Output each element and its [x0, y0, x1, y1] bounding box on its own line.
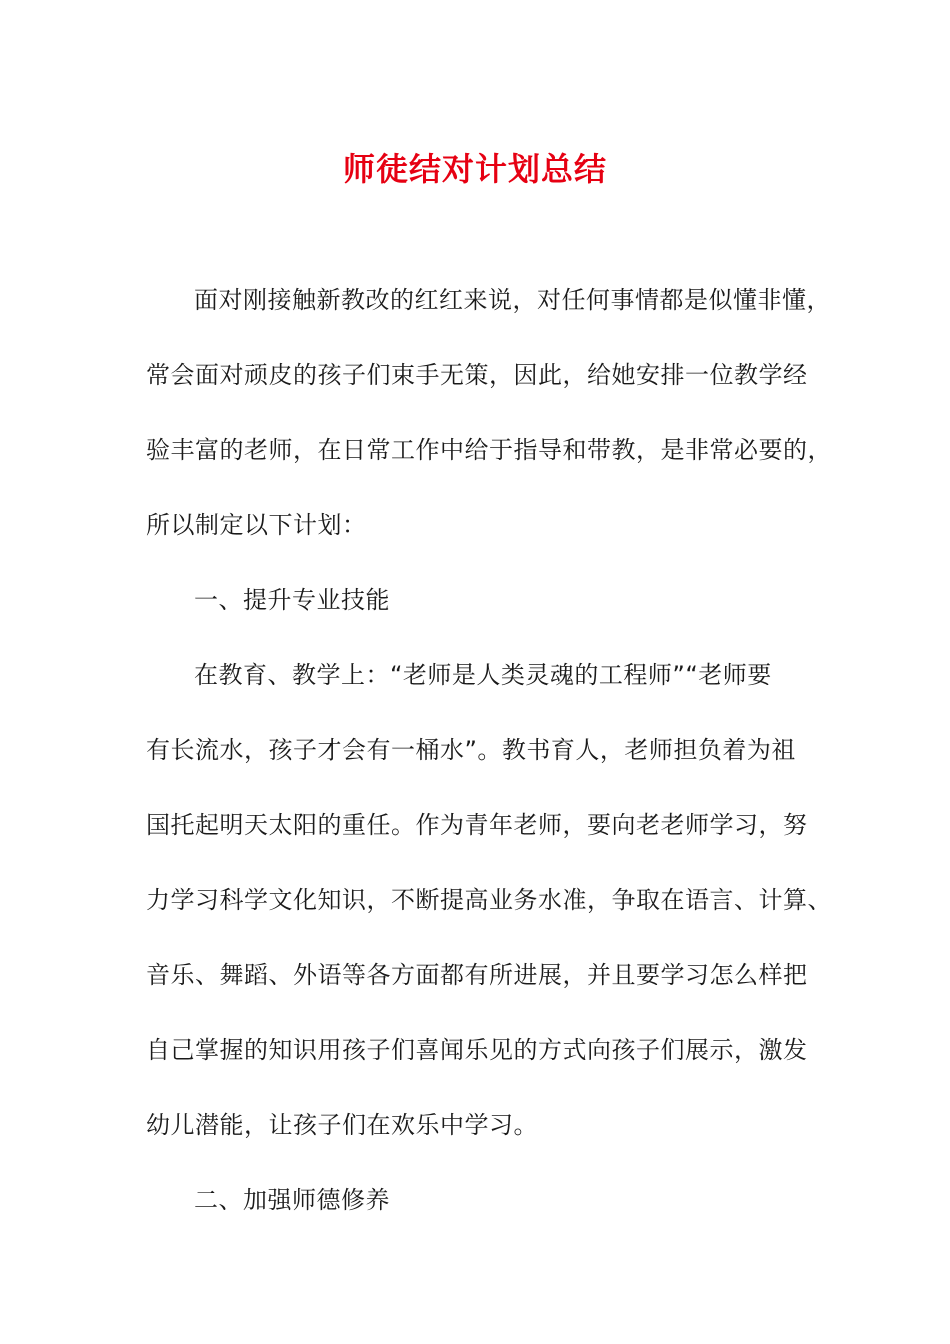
paragraph-line: 面对刚接触新教改的红红来说，对任何事情都是似懂非懂， — [194, 286, 831, 314]
paragraph-line: 国托起明天太阳的重任。作为青年老师，要向老老师学习，努 — [146, 811, 808, 839]
document-title: 师徒结对计划总结 — [342, 150, 607, 188]
paragraph-line: 验丰富的老师，在日常工作中给于指导和带教，是非常必要的， — [146, 436, 832, 464]
paragraph-line: 所以制定以下计划： — [146, 511, 367, 539]
paragraph-line: 有长流水，孩子才会有一桶水”。教书育人，老师担负着为祖 — [146, 736, 796, 764]
document-body — [146, 276, 832, 1251]
paragraph-line: 自己掌握的知识用孩子们喜闻乐见的方式向孩子们展示，激发 — [146, 1036, 808, 1064]
paragraph-line: 常会面对顽皮的孩子们束手无策，因此，给她安排一位教学经 — [146, 361, 808, 389]
paragraph-line: 在教育、教学上：“老师是人类灵魂的工程师”“老师要 — [194, 661, 772, 689]
section-heading: 一、提升专业技能 — [194, 586, 390, 614]
paragraph-line: 幼儿潜能，让孩子们在欢乐中学习。 — [146, 1111, 538, 1139]
section-heading: 二、加强师德修养 — [194, 1186, 390, 1214]
paragraph-line: 音乐、舞蹈、外语等各方面都有所进展，并且要学习怎么样把 — [146, 961, 808, 989]
paragraph-line: 力学习科学文化知识，不断提高业务水准，争取在语言、计算、 — [146, 886, 832, 914]
